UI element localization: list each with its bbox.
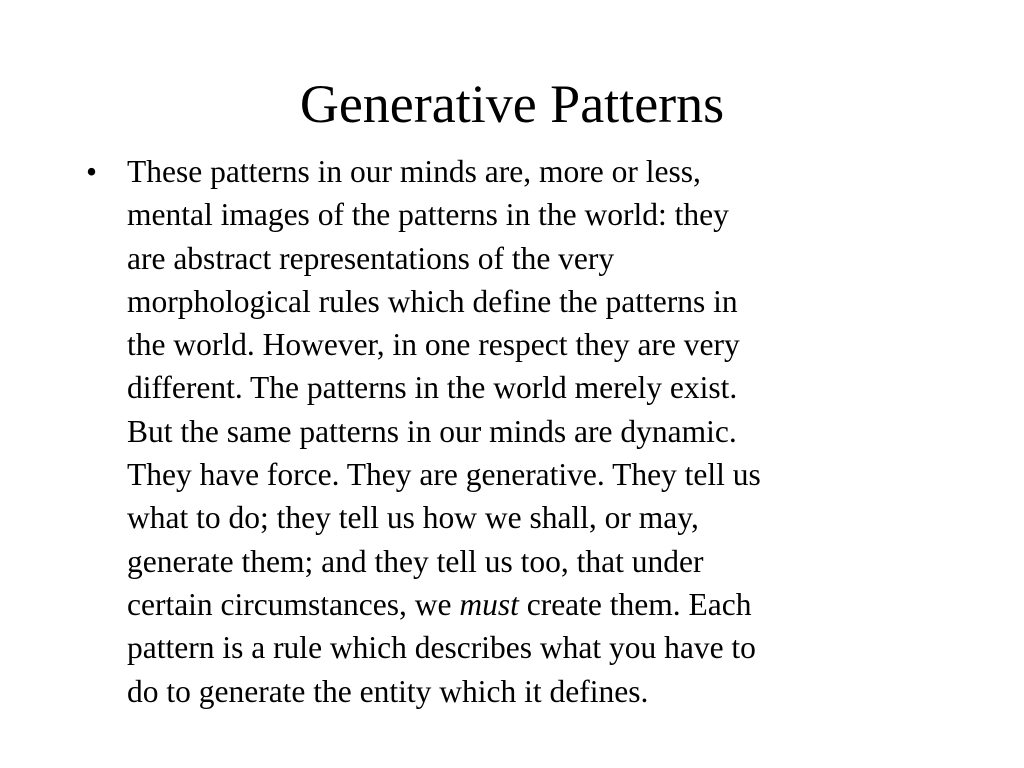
bullet-icon: • [86, 154, 98, 189]
bullet-item [86, 150, 946, 713]
slide-title: Generative Patterns [299, 74, 725, 134]
text-line: do to generate the entity which it defines. [127, 673, 649, 709]
text-line: They have force. They are generative. They tell us [127, 457, 761, 493]
text-line: what to do; they tell us how we shall, or may, [127, 500, 699, 536]
text-line: are abstract representations of the very [127, 240, 615, 276]
text-line: generate them; and they tell us too, that under [127, 543, 704, 579]
text-segment: certain circumstances, we [127, 586, 460, 622]
text-line [127, 583, 946, 626]
text-line: different. The patterns in the world merely exist. [127, 370, 738, 406]
text-segment: create them. Each [518, 586, 752, 622]
text-line: morphological rules which define the patterns in [127, 283, 738, 319]
emphasis-text: must [459, 586, 519, 622]
text-line: These patterns in our minds are, more or less, [127, 154, 701, 189]
text-line: mental images of the patterns in the world: they [127, 197, 729, 233]
text-line: pattern is a rule which describes what you have to [127, 630, 756, 666]
text-line: But the same patterns in our minds are dynamic. [127, 413, 737, 449]
bullet-list [86, 150, 946, 713]
text-line: the world. However, in one respect they are very [127, 327, 740, 363]
